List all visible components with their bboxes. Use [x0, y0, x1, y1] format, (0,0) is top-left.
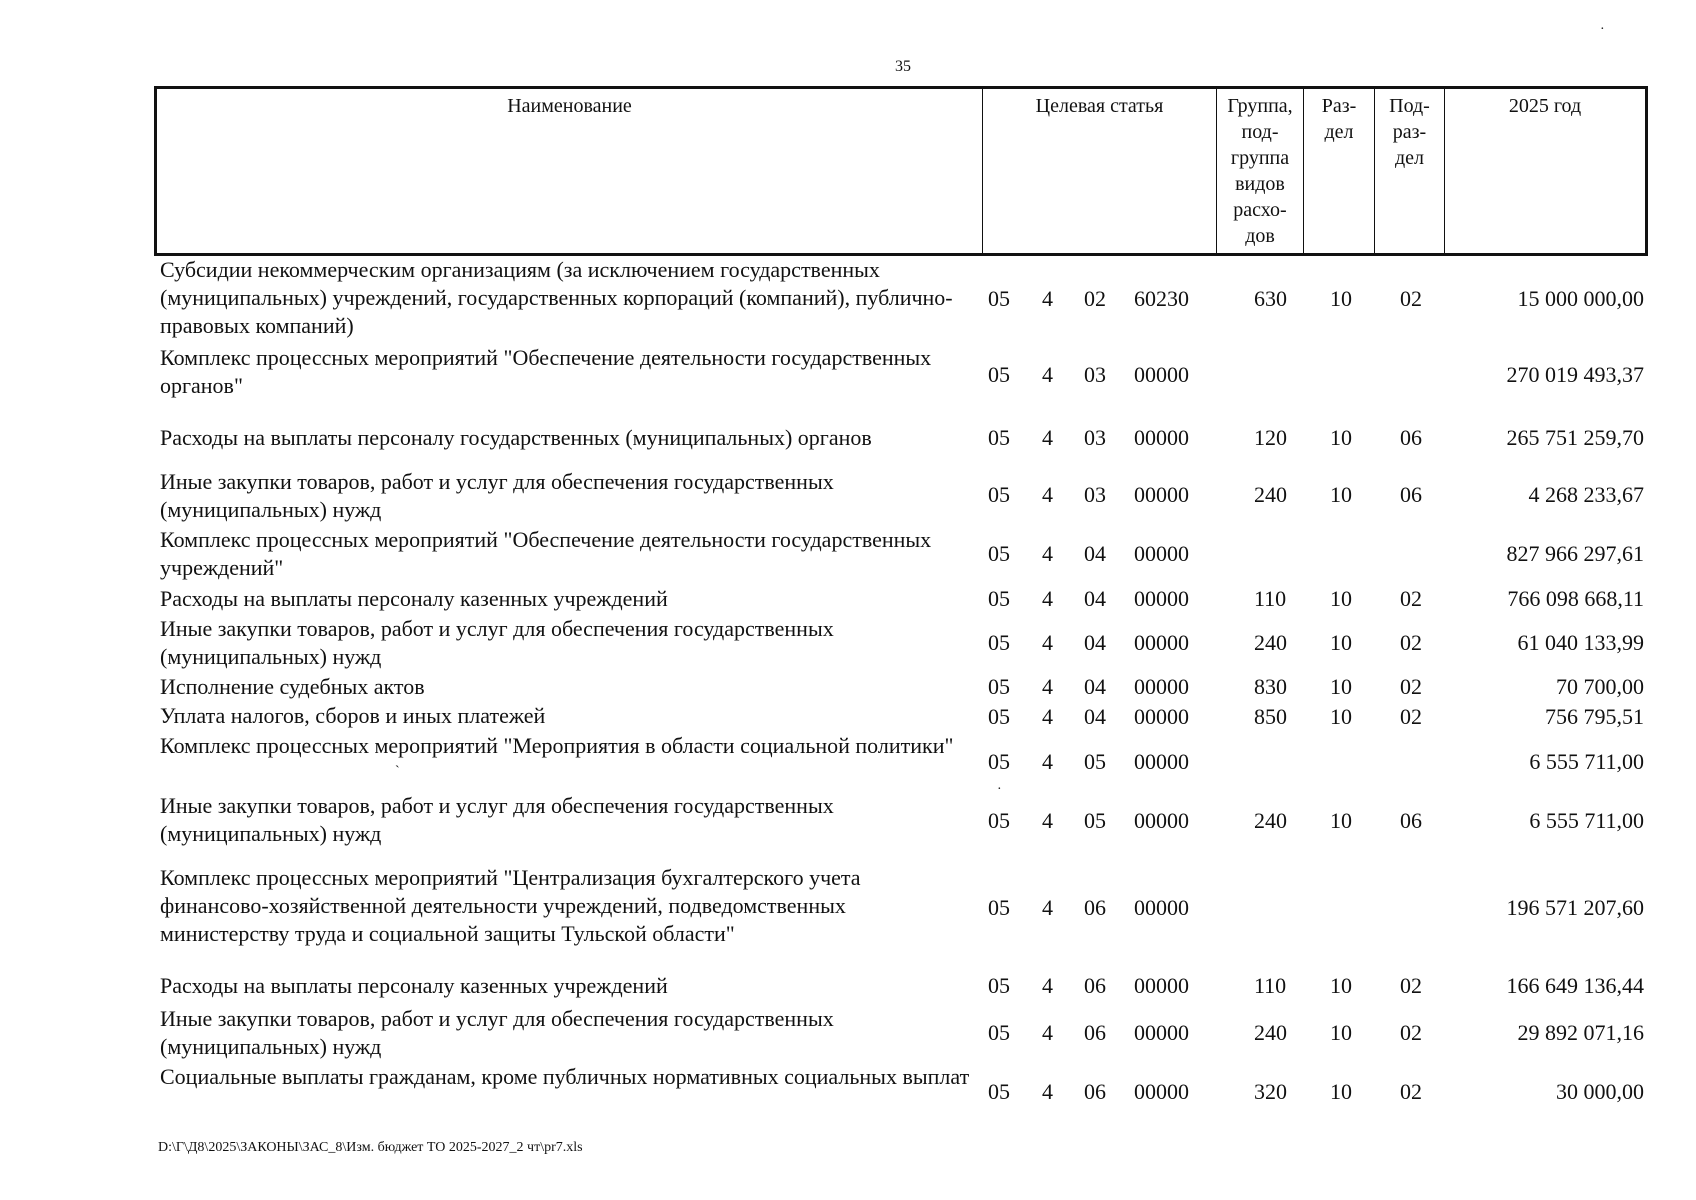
row-code-a: 05 — [988, 895, 1010, 920]
row-code-b: 4 — [1042, 749, 1053, 774]
row-sum: 270 019 493,37 — [1506, 362, 1644, 387]
row-group: 240 — [1254, 482, 1287, 507]
row-code-d: 00000 — [1134, 425, 1189, 450]
row-sum: 6 555 711,00 — [1529, 749, 1644, 774]
row-code-c: 03 — [1084, 362, 1106, 387]
header-group-line: Группа, — [1227, 95, 1293, 117]
row-sum: 4 268 233,67 — [1528, 482, 1644, 507]
row-group: 110 — [1254, 586, 1287, 611]
row-code-b: 4 — [1042, 895, 1053, 920]
header-group-line: видов — [1235, 173, 1285, 195]
table-row — [154, 344, 1648, 406]
row-code-c: 03 — [1084, 425, 1106, 450]
row-code-d: 00000 — [1134, 630, 1189, 655]
row-group: 850 — [1254, 704, 1287, 729]
row-subsection: 02 — [1400, 973, 1422, 998]
row-code-a: 05 — [988, 541, 1010, 566]
file-path-footer: D:\Г\Д8\2025\ЗАКОНЫ\ЗАС_8\Изм. бюджет ТО 2025-2027_2 чт\pr7.xls — [158, 1140, 583, 1155]
row-name: Расходы на выплаты персоналу казенных учреждений — [160, 586, 668, 611]
scan-speck: · — [997, 782, 1002, 797]
row-code-d: 00000 — [1134, 674, 1189, 699]
header-year — [1445, 89, 1645, 253]
row-subsection: 02 — [1400, 674, 1422, 699]
row-code-d: 00000 — [1134, 482, 1189, 507]
row-code-c: 06 — [1084, 1020, 1106, 1045]
row-code-b: 4 — [1042, 973, 1053, 998]
row-code-c: 04 — [1084, 630, 1106, 655]
row-code-d: 00000 — [1134, 895, 1189, 920]
table-row — [154, 614, 1648, 672]
row-code-b: 4 — [1042, 362, 1053, 387]
row-group: 120 — [1254, 425, 1287, 450]
row-section: 10 — [1330, 808, 1352, 833]
header-section-line: Раз- — [1321, 95, 1357, 117]
header-subsection — [1375, 89, 1445, 253]
table-row — [154, 524, 1648, 584]
header-name — [157, 89, 983, 253]
row-name: Исполнение судебных актов — [160, 674, 425, 699]
row-subsection: 02 — [1400, 286, 1422, 311]
row-group: 240 — [1254, 808, 1287, 833]
row-code-c: 04 — [1084, 704, 1106, 729]
table-row — [154, 1062, 1648, 1122]
row-code-a: 05 — [988, 482, 1010, 507]
table-row — [154, 420, 1648, 456]
scan-speck: · — [1600, 22, 1605, 37]
row-code-a: 05 — [988, 704, 1010, 729]
row-subsection: 02 — [1400, 704, 1422, 729]
row-code-c: 06 — [1084, 895, 1106, 920]
row-code-d: 00000 — [1134, 586, 1189, 611]
row-name: Иные закупки товаров, работ и услуг для обеспечения государственных (муниципальных) нужд — [160, 1006, 834, 1059]
row-subsection: 02 — [1400, 630, 1422, 655]
row-name: Комплекс процессных мероприятий "Централизация бухгалтерского учета финансово-хозяйственной деятельности учреждений, подведомственных министерству труда и социальной защиты Тульской области" — [160, 865, 861, 946]
header-target-article-label: Целевая статья — [1035, 95, 1164, 117]
row-code-b: 4 — [1042, 808, 1053, 833]
row-group: 320 — [1254, 1079, 1287, 1104]
row-code-b: 4 — [1042, 1079, 1053, 1104]
row-code-a: 05 — [988, 749, 1010, 774]
row-name: Комплекс процессных мероприятий "Обеспечение деятельности государственных органов" — [160, 345, 932, 398]
row-code-b: 4 — [1042, 704, 1053, 729]
row-name: Иные закупки товаров, работ и услуг для обеспечения государственных (муниципальных) нужд — [160, 616, 834, 669]
row-subsection: 02 — [1400, 1020, 1422, 1045]
row-group: 110 — [1254, 973, 1287, 998]
row-sum: 827 966 297,61 — [1506, 541, 1644, 566]
table-row — [154, 792, 1648, 850]
header-group-line: группа — [1230, 147, 1290, 169]
row-code-c: 02 — [1084, 286, 1106, 311]
header-group-line: под- — [1241, 121, 1279, 143]
row-group: 830 — [1254, 674, 1287, 699]
table-row — [154, 968, 1648, 1004]
row-name: Иные закупки товаров, работ и услуг для обеспечения государственных (муниципальных) нужд — [160, 469, 834, 522]
row-sum: 166 649 136,44 — [1506, 973, 1644, 998]
row-code-c: 04 — [1084, 674, 1106, 699]
row-code-d: 00000 — [1134, 1020, 1189, 1045]
row-sum: 29 892 071,16 — [1517, 1020, 1644, 1045]
row-code-a: 05 — [988, 1020, 1010, 1045]
row-code-c: 05 — [1084, 749, 1106, 774]
row-sum: 15 000 000,00 — [1517, 286, 1644, 311]
row-code-b: 4 — [1042, 425, 1053, 450]
table-row — [154, 860, 1648, 956]
table-row — [154, 672, 1648, 702]
header-group-line: расхо- — [1233, 199, 1287, 221]
scan-speck: ` — [395, 764, 400, 779]
row-code-c: 06 — [1084, 973, 1106, 998]
row-code-a: 05 — [988, 674, 1010, 699]
row-group: 240 — [1254, 630, 1287, 655]
row-section: 10 — [1330, 674, 1352, 699]
row-section: 10 — [1330, 586, 1352, 611]
table-row — [154, 732, 1648, 792]
row-code-a: 05 — [988, 425, 1010, 450]
row-section: 10 — [1330, 630, 1352, 655]
row-sum: 61 040 133,99 — [1517, 630, 1644, 655]
row-code-d: 00000 — [1134, 704, 1189, 729]
row-subsection: 02 — [1400, 1079, 1422, 1104]
row-sum: 30 000,00 — [1556, 1079, 1644, 1104]
table-row — [154, 584, 1648, 614]
table-row — [154, 256, 1648, 342]
page-number: 35 — [895, 58, 911, 75]
row-section: 10 — [1330, 1020, 1352, 1045]
row-sum: 70 700,00 — [1556, 674, 1644, 699]
row-code-c: 04 — [1084, 586, 1106, 611]
row-section: 10 — [1330, 286, 1352, 311]
row-code-a: 05 — [988, 286, 1010, 311]
header-group — [1217, 89, 1304, 253]
row-sum: 756 795,51 — [1545, 704, 1644, 729]
header-subsection-line: дел — [1394, 147, 1425, 169]
row-code-d: 00000 — [1134, 1079, 1189, 1104]
row-group: 630 — [1254, 286, 1287, 311]
row-name: Уплата налогов, сборов и иных платежей — [160, 703, 546, 728]
row-section: 10 — [1330, 1079, 1352, 1104]
row-code-b: 4 — [1042, 482, 1053, 507]
row-code-c: 06 — [1084, 1079, 1106, 1104]
row-code-b: 4 — [1042, 286, 1053, 311]
row-name: Комплекс процессных мероприятий "Обеспечение деятельности государственных учреждений" — [160, 527, 932, 580]
row-code-c: 05 — [1084, 808, 1106, 833]
table-row — [154, 466, 1648, 524]
row-subsection: 06 — [1400, 808, 1422, 833]
row-group: 240 — [1254, 1020, 1287, 1045]
row-name: Комплекс процессных мероприятий "Мероприятия в области социальной политики" — [160, 733, 954, 758]
table-row — [154, 1004, 1648, 1062]
row-sum: 766 098 668,11 — [1507, 586, 1644, 611]
row-code-d: 60230 — [1134, 286, 1189, 311]
row-subsection: 06 — [1400, 425, 1422, 450]
row-name: Иные закупки товаров, работ и услуг для обеспечения государственных (муниципальных) нужд — [160, 793, 834, 846]
row-code-a: 05 — [988, 973, 1010, 998]
row-code-d: 00000 — [1134, 541, 1189, 566]
header-target-article — [983, 89, 1217, 253]
header-section — [1304, 89, 1375, 253]
row-name: Субсидии некоммерческим организациям (за исключением государственных (муниципальных) учреждений, государственных корпораций (компаний), публично-правовых компаний) — [160, 257, 953, 338]
row-code-c: 03 — [1084, 482, 1106, 507]
row-code-d: 00000 — [1134, 362, 1189, 387]
row-code-a: 05 — [988, 808, 1010, 833]
row-section: 10 — [1330, 482, 1352, 507]
row-name: Расходы на выплаты персоналу казенных учреждений — [160, 973, 668, 998]
row-code-a: 05 — [988, 586, 1010, 611]
header-section-line: дел — [1324, 121, 1354, 143]
table-header — [154, 86, 1648, 256]
row-sum: 196 571 207,60 — [1506, 895, 1644, 920]
row-code-a: 05 — [988, 362, 1010, 387]
row-section: 10 — [1330, 425, 1352, 450]
row-sum: 265 751 259,70 — [1506, 425, 1644, 450]
header-name-label: Наименование — [507, 95, 632, 117]
row-code-a: 05 — [988, 630, 1010, 655]
row-code-d: 00000 — [1134, 749, 1189, 774]
row-code-b: 4 — [1042, 541, 1053, 566]
row-code-c: 04 — [1084, 541, 1106, 566]
row-name: Социальные выплаты гражданам, кроме публичных нормативных социальных выплат — [160, 1064, 970, 1089]
row-code-a: 05 — [988, 1079, 1010, 1104]
row-subsection: 02 — [1400, 586, 1422, 611]
row-code-b: 4 — [1042, 630, 1053, 655]
row-subsection: 06 — [1400, 482, 1422, 507]
header-group-line: дов — [1245, 225, 1275, 247]
row-code-b: 4 — [1042, 586, 1053, 611]
row-code-d: 00000 — [1134, 973, 1189, 998]
row-sum: 6 555 711,00 — [1529, 808, 1644, 833]
header-subsection-line: раз- — [1392, 121, 1427, 143]
header-subsection-line: Под- — [1389, 95, 1430, 117]
row-code-b: 4 — [1042, 674, 1053, 699]
row-name: Расходы на выплаты персоналу государственных (муниципальных) органов — [160, 425, 872, 450]
row-code-d: 00000 — [1134, 808, 1189, 833]
header-year-label: 2025 год — [1508, 95, 1582, 117]
row-section: 10 — [1330, 704, 1352, 729]
table-row — [154, 702, 1648, 732]
row-section: 10 — [1330, 973, 1352, 998]
row-code-b: 4 — [1042, 1020, 1053, 1045]
